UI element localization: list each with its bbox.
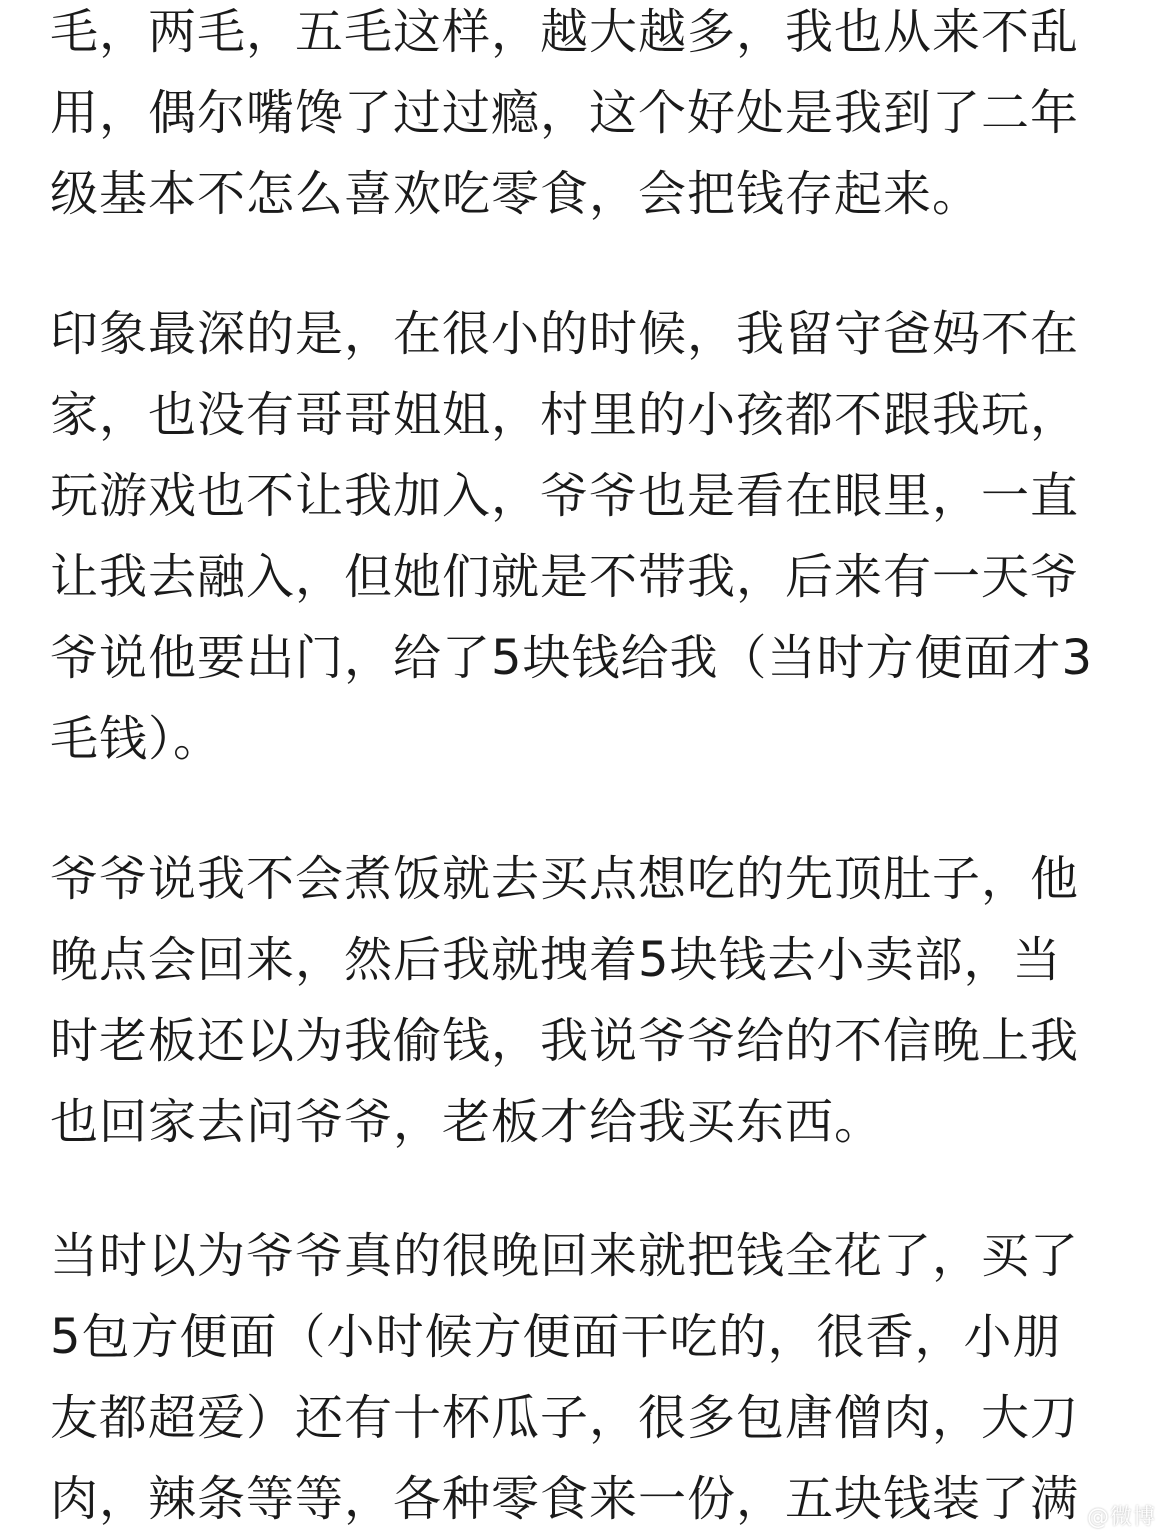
text-line: 友都超爱）还有十杯瓜子，很多包唐僧肉，大刀 [50,1390,1080,1446]
text-line: 印象最深的是，在很小的时候，我留守爸妈不在 [50,306,1080,362]
paragraph-3 [50,839,1079,1163]
text-line: 让我去融入，但她们就是不带我，后来有一天爷 [50,549,1080,605]
text-line: 家，也没有哥哥姐姐，村里的小孩都不跟我玩， [50,387,1080,443]
text-line: 肉，辣条等等，各种零食来一份，五块钱装了满 [50,1471,1080,1527]
paragraph-2 [50,294,1093,780]
text-line: 爷爷说我不会煮饭就去买点想吃的先顶肚子，他 [50,851,1080,907]
text-line: 用，偶尔嘴馋了过过瘾，这个好处是我到了二年 [50,85,1080,141]
text-line: 当时以为爷爷真的很晚回来就把钱全花了，买了 [50,1228,1080,1284]
text-line: 毛，两毛，五毛这样，越大越多，我也从来不乱 [50,4,1080,60]
watermark: @微博 [1086,1505,1156,1530]
text-line: 也回家去问爷爷，老板才给我买东西。 [50,1094,884,1150]
text-line: 时老板还以为我偷钱，我说爷爷给的不信晚上我 [50,1013,1080,1069]
text-line: 爷说他要出门，给了5块钱给我（当时方便面才3 [50,630,1094,686]
text-line: 玩游戏也不让我加入，爷爷也是看在眼里，一直 [50,468,1080,524]
text-line: 毛钱）。 [50,711,223,767]
text-line: 5包方便面（小时候方便面干吃的，很香，小朋 [50,1309,1062,1365]
text-line: 级基本不怎么喜欢吃零食，会把钱存起来。 [50,166,982,222]
text-line: 晚点会回来，然后我就拽着5块钱去小卖部，当 [50,932,1062,988]
paragraph-4 [50,1216,1079,1540]
paragraph-1 [50,0,1079,235]
